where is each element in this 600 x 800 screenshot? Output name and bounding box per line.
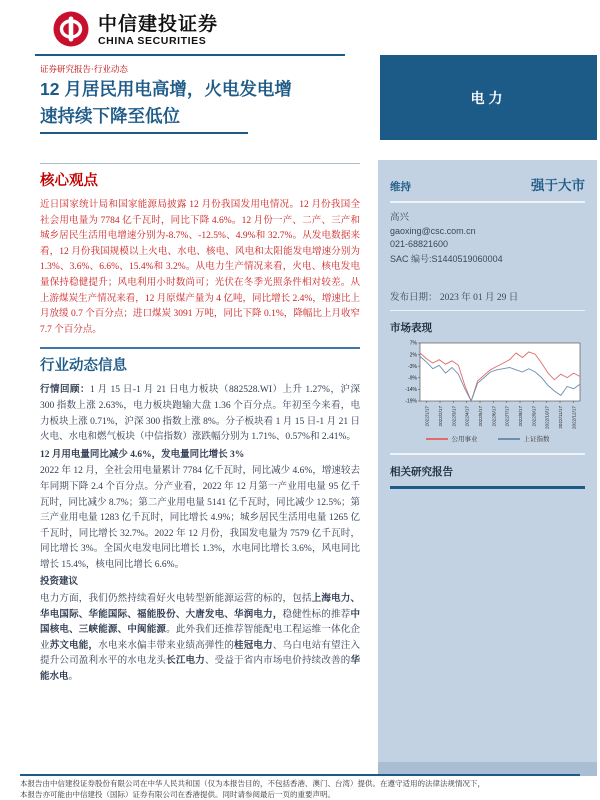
svg-text:2022/5/17: 2022/5/17 (478, 406, 483, 427)
svg-text:2022/11/17: 2022/11/17 (558, 406, 563, 429)
svg-text:2022/6/17: 2022/6/17 (491, 406, 497, 427)
brand-name-en: CHINA SECURITIES (98, 35, 207, 48)
core-view-heading: 核心观点 (40, 173, 98, 189)
sector-badge: 电力 (380, 55, 597, 140)
sidebar (378, 160, 597, 776)
svg-text:2022/12/17: 2022/12/17 (571, 406, 577, 429)
related-reports-rule (390, 486, 585, 489)
svg-text:2022/1/17: 2022/1/17 (424, 406, 430, 427)
legend-item: 公用事业 (426, 434, 478, 443)
investment-advice-subheading: 投资建议 (40, 577, 79, 588)
svg-text:7%: 7% (409, 340, 417, 347)
rating-value-label: 强于大市 (531, 178, 585, 193)
divider (40, 347, 360, 349)
publish-date-label: 发布日期： (390, 292, 438, 303)
svg-text:-14%: -14% (405, 387, 417, 394)
divider (390, 453, 585, 455)
industry-news-heading: 行业动态信息 (40, 358, 127, 375)
svg-text:-19%: -19% (405, 398, 417, 405)
disclaimer-line1: 本报告由中信建投证券股份有限公司在中华人民共和国（仅为本报告目的，不包括香港、澳门、台湾）提供。在遵守适用的法律法规情况下， (20, 779, 485, 788)
publish-date-value: 2023 年 01 月 29 日 (439, 292, 519, 303)
analyst-sac-number: SAC 编号:S1440519060004 (390, 253, 503, 264)
svg-text:2022/9/17: 2022/9/17 (531, 406, 537, 427)
report-title-line1: 12 月居民用电高增，火电发电增 (40, 79, 292, 99)
publish-date-row (390, 289, 585, 303)
core-view-paragraph: 近日国家统计局和国家能源局披露 12 月份我国发用电情况。12 月份我国全社会用电量为 7784 亿千瓦时，同比下降 4.6%。12 月份一产、二产、三产和城乡居民生活用电增速分别为-8.7%、-12.5%、4.9%和 32.7%。从发电数据来看，12 月份我国规模以上火电、水电、核电、风电和太阳能发电增速分别为 1.3%、3.6%、6.6%、15.4%和 3.2%。从电力生产情况来看，火电、核电发电量保持稳健提升；风电利用小时数尚可；光伏在冬季光照条件相对较差。从上游煤炭生产情况来看，12 月原煤产量为 4 亿吨，同比增长 2.4%，增速比上月放缓 0.7 个百分点；进口煤炭 3091 万吨，同比下降 0.1%，降幅比上月收窄 7.7 个百分点。 (40, 200, 360, 335)
electricity-paragraph: 2022 年 12 月，全社会用电量累计 7784 亿千瓦时，同比减少 4.6%，增速较去年同期下降 2.4 个百分点。分产业看，2022 年 12 月第一产业用电量 95 亿千瓦时，同比减少 8.7%；第二产业用电量 5141 亿千瓦时，同比减少 12.5%；第三产业用电量 1283 亿千瓦时，同比增长 4.9%；城乡居民生活用电量 1265 亿千瓦时，同比增长 32.7%。2022 年 12 月份，我国发电量为 7579 亿千瓦时，同比增长 3%。全国火电发电同比增长 1.3%，水电同比增长 3.6%，风电同比增长 15.4%，核电同比增长 6.6%。 (40, 466, 360, 570)
svg-text:2022/2/17: 2022/2/17 (438, 406, 443, 427)
divider (40, 163, 360, 164)
analyst-email-link[interactable]: gaoxing@csc.com.cn (390, 225, 476, 236)
header-rule (35, 54, 345, 56)
divider (390, 201, 585, 203)
svg-text:2022/10/17: 2022/10/17 (544, 406, 550, 429)
analyst-phone: 021-68821600 (390, 238, 449, 249)
disclaimer-line2: 本报告亦可能由中信建投（国际）证券有限公司在香港提供。同时请参阅最后一页的重要声明。 (20, 789, 335, 799)
chart-legend (390, 434, 585, 443)
svg-text:2022/8/17: 2022/8/17 (518, 406, 523, 427)
divider (390, 310, 585, 312)
svg-text:2022/7/17: 2022/7/17 (504, 406, 510, 427)
report-type-label: 证券研究报告·行业动态 (40, 64, 128, 74)
related-reports-heading: 相关研究报告 (390, 466, 453, 478)
market-review-paragraph: 行情回顾：1 月 15 日-1 月 21 日电力板块（882528.WI）上升 1.27%，沪深 300 指数上涨 2.63%，电力板块跑输大盘 1.36 个百分点。年初至今来看，电力板块上涨 0.71%，沪深 300 指数上涨 8%。分子板块看 1 月 15 日-1 月 21 日火电、水电和燃气板块（中信指数）涨跌幅分别为 1.71%、0.57%和 2.41%。 (40, 385, 360, 443)
footer-disclaimer (20, 774, 580, 800)
investment-advice-paragraph: 电力方面，我们仍然持续看好火电转型新能源运营的标的，包括上海电力、华电国际、华能国际、福能股份、大唐发电、华润电力，稳健性标的推荐中国核电、三峡能源、中闽能源。此外我们还推荐智能配电工程运维一体化企业苏文电能，水电来水偏丰带来业绩高弹性的桂冠电力、乌白电站有望注入提升公司盈利水平的水电龙头长江电力、受益于省内市场电价持续改善的华能水电。 (40, 594, 360, 683)
rating-action-label: 维持 (390, 181, 411, 193)
analyst-name: 高兴 (390, 212, 410, 223)
svg-text:2022/4/17: 2022/4/17 (464, 406, 470, 427)
market-performance-chart (390, 339, 585, 443)
brand-name-cn: 中信建投证券 (98, 14, 219, 36)
csc-logo-icon (52, 10, 90, 53)
report-title (40, 76, 375, 134)
market-chart-svg (390, 339, 585, 433)
svg-text:2022/3/17: 2022/3/17 (451, 406, 457, 427)
electricity-subheading: 12 月用电量同比减少 4.6%，发电量同比增长 3% (40, 449, 245, 460)
svg-text:-9%: -9% (408, 375, 417, 382)
report-title-line2: 速持续下降至低位 (40, 103, 248, 134)
rating-row (390, 160, 585, 194)
main-column (40, 163, 360, 688)
brand-logo (52, 10, 218, 53)
market-performance-heading: 市场表现 (390, 322, 432, 334)
svg-text:2%: 2% (409, 352, 417, 359)
svg-text:-3%: -3% (408, 363, 417, 370)
legend-item: 上证指数 (498, 434, 550, 443)
